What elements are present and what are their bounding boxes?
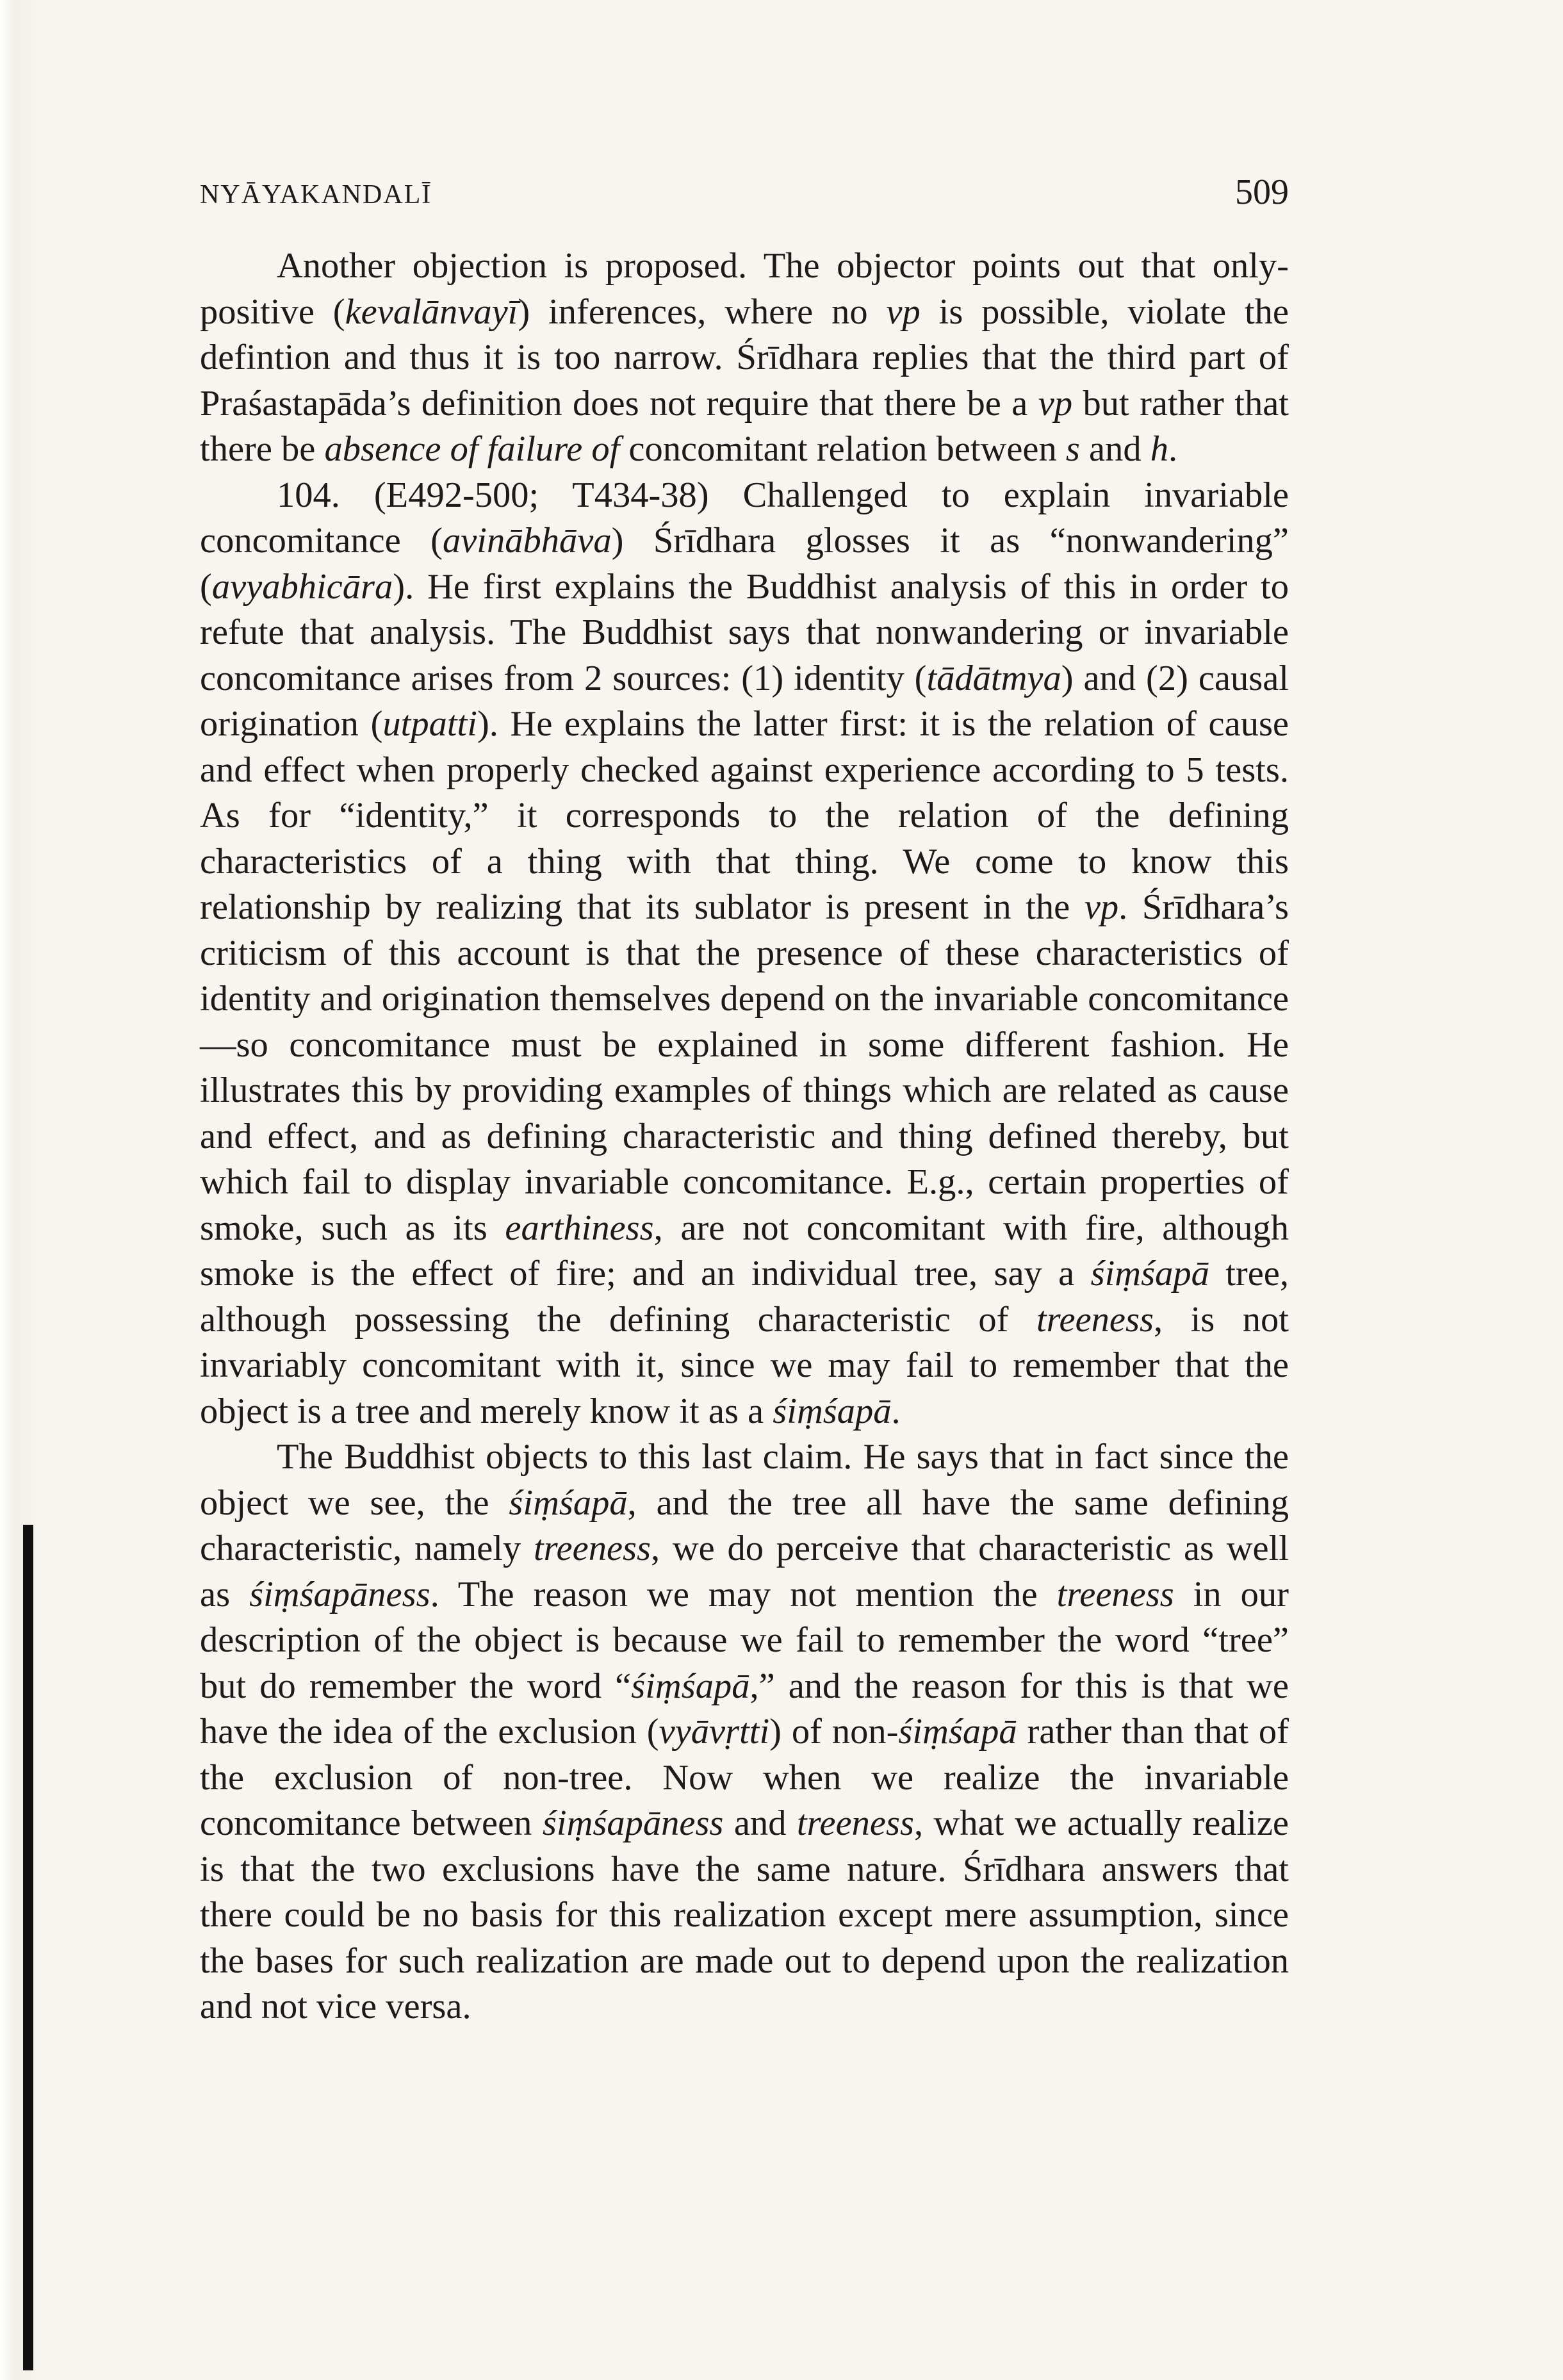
text-run: . — [891, 1391, 901, 1431]
page-number: 509 — [1235, 172, 1289, 212]
text-run: . Śrīdhara’s criticism of this account is that the presence of these characteristics of identity and origination themselves depend on the invariable concomitance —so concomitance must be explained in some different fashion. He illustrates this by providing examples of things which are related as cause and effect, and as defining characteristic and thing defined thereby, but which fail to display invariable concomitance. E.g., certain properties of smoke, such as its — [200, 887, 1289, 1248]
text-run: Another objection is proposed. The objector points out that only-positive ( — [200, 246, 1289, 332]
page-header — [200, 160, 1289, 218]
binding-shadow — [23, 1525, 33, 2370]
italic-term: śiṃśapā — [1090, 1254, 1209, 1293]
text-run: , are not concomitant with fire, although smoke is the effect of fire; and an individual tree, say a — [200, 1208, 1289, 1293]
italic-term: treeness — [796, 1803, 914, 1843]
italic-term: vp — [1084, 887, 1119, 927]
italic-term: earthiness — [505, 1208, 654, 1248]
text-run: . — [1168, 429, 1178, 469]
italic-term: śiṃśapā — [631, 1666, 750, 1706]
text-run: concomitant relation between — [619, 429, 1066, 469]
text-run: is possible, violate the defintion and thus it is too narrow. Śrīdhara replies that the third part of Praśastapāda’s definition does not require that there be a — [200, 291, 1289, 423]
italic-term: vyāvṛtti — [659, 1712, 770, 1752]
text-run: ) inferences, where no — [518, 291, 887, 332]
text-run: ). He first explains the Buddhist analysis of this in order to refute that analysis. The Buddhist says that nonwandering or invariable concomitance arises from 2 sources: (1) identity ( — [200, 566, 1289, 698]
italic-term: absence of failure of — [324, 429, 620, 469]
italic-term: śiṃśapāness — [542, 1803, 724, 1843]
text-run: ) and (2) causal origination ( — [200, 658, 1289, 744]
text-run: ,” and the reason for this is that we have the idea of the exclusion ( — [200, 1666, 1289, 1752]
running-head: NYĀYAKANDALĪ — [200, 180, 432, 209]
text-run: , what we actually realize is that the two exclusions have the same nature. Śrīdhara answers that there could be no basis for this realization except mere assumption, since the bases for such realization are made out to depend upon the realization and not vice versa. — [200, 1803, 1289, 2026]
italic-term: śiṃśapāness — [249, 1574, 430, 1614]
italic-term: kevalānvayī — [345, 291, 518, 332]
italic-term: utpatti — [382, 704, 477, 744]
text-run: 104. (E492-500; T434-38) Challenged to explain invariable concomitance ( — [200, 475, 1289, 561]
text-run: , is not invariably concomitant with it, since we may fail to remember that the object is a tree and merely know it as a — [200, 1299, 1289, 1431]
text-run: . The reason we may not mention the — [430, 1574, 1057, 1614]
text-run: tree, although possessing the defining characteristic of — [200, 1254, 1289, 1340]
italic-term: śiṃśapā — [773, 1391, 892, 1431]
text-run: ) of non- — [769, 1712, 899, 1752]
text-run: ) Śrīdhara glosses it as “nonwandering” ( — [200, 521, 1289, 607]
italic-term: avinābhāva — [442, 521, 612, 561]
italic-term: treeness — [1056, 1574, 1174, 1614]
text-run: ). He explains the latter first: it is the relation of cause and effect when properly checked against experience according to 5 tests. As for “identity,” it corresponds to the relation of the defining characteristics of a thing with that thing. We come to know this relationship by realizing that its sublator is present in the — [200, 704, 1289, 927]
italic-term: śiṃśapā — [898, 1712, 1017, 1752]
text-run: The Buddhist objects to this last claim. He says that in fact since the object we see, the — [200, 1437, 1289, 1523]
text-run: and — [723, 1803, 797, 1843]
italic-term: avyabhicāra — [211, 566, 393, 607]
text-run: in our description of the object is because we fail to remember the word “tree” but do remember the word “ — [200, 1574, 1289, 1706]
text-run: and — [1079, 429, 1150, 469]
italic-term: treeness — [533, 1529, 651, 1568]
italic-term: tādātmya — [926, 658, 1061, 698]
italic-term: śiṃśapā — [509, 1482, 628, 1523]
text-run: rather than that of the exclusion of non-tree. Now when we realize the invariable concomitance between — [200, 1712, 1289, 1843]
text-run: , and the tree all have the same defining characteristic, namely — [200, 1482, 1289, 1568]
italic-term: h — [1150, 429, 1168, 469]
text-run: , we do perceive that characteristic as well as — [200, 1529, 1289, 1614]
text-run: but rather that there be — [200, 383, 1289, 469]
italic-term: s — [1065, 429, 1080, 469]
italic-term: treeness — [1036, 1299, 1154, 1340]
paragraph-buddhist-objection — [200, 1434, 1289, 2030]
paragraph-104 — [200, 473, 1289, 1435]
paragraph-objection — [200, 243, 1289, 473]
body-text — [200, 243, 1289, 2030]
italic-term: vp — [886, 291, 921, 332]
italic-term: vp — [1038, 383, 1073, 423]
